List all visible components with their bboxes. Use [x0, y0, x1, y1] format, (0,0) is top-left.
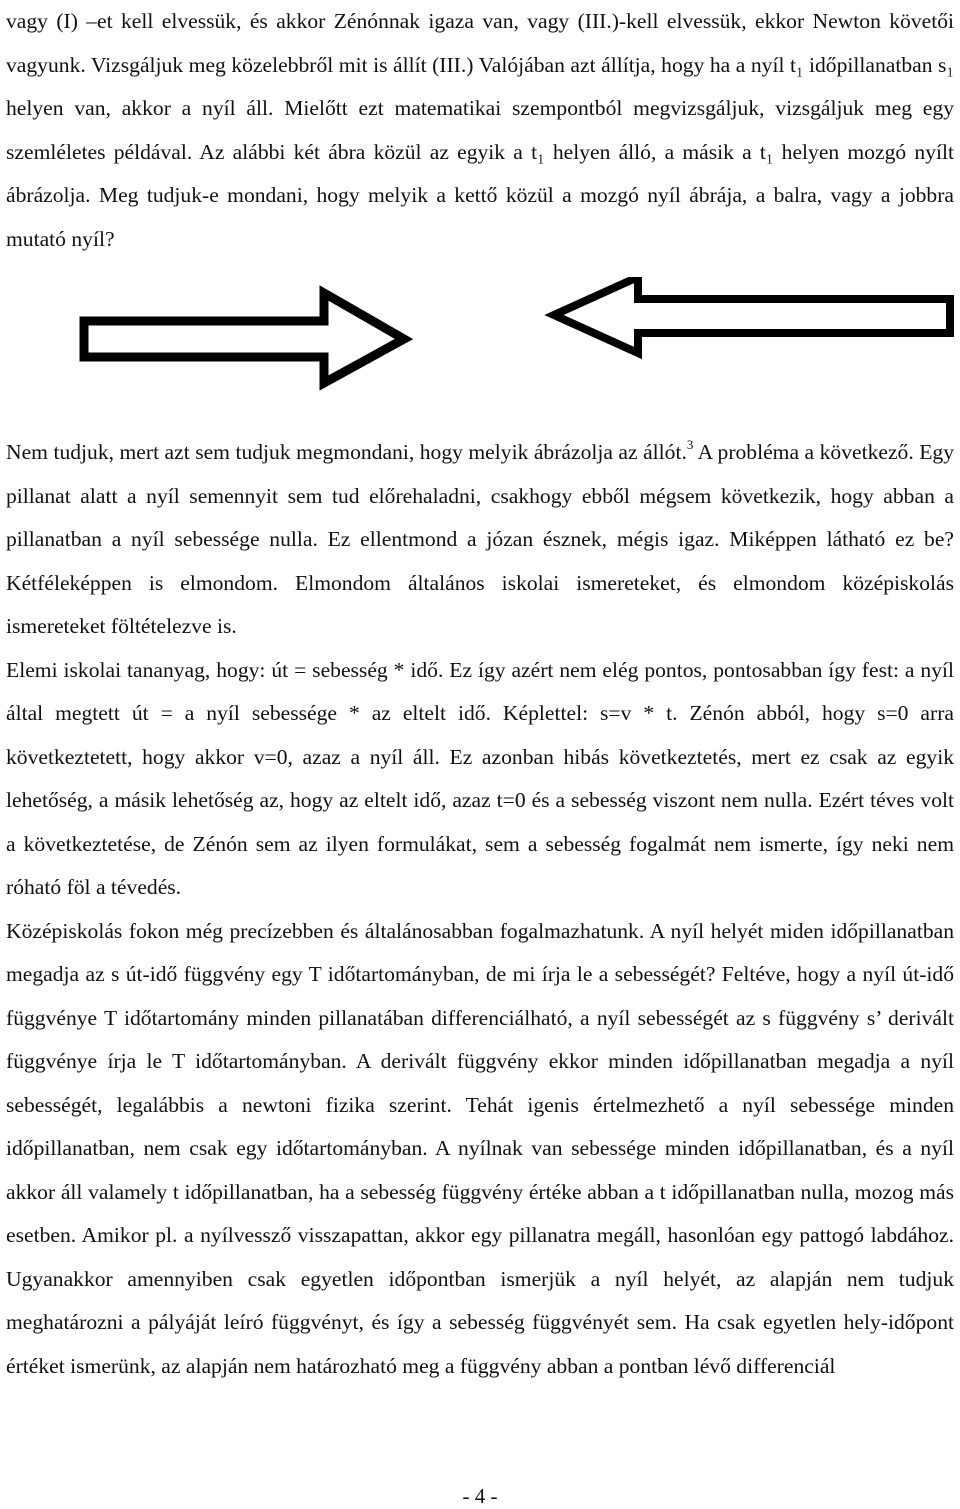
- paragraph-elementary: Elemi iskolai tananyag, hogy: út = sebesség * idő. Ez így azért nem elég pontos, pontosabban így fest: a nyíl által megtett út = a nyíl sebessége * az eltelt idő. Képlettel: s=v * t. Zénón abból, hogy s=0 arra következtetett, hogy akkor v=0, azaz a nyíl áll. Ez azonban hibás következtetés, mert ez csak az egyik lehetőség, a másik lehetőség az, hogy az eltelt idő, azaz t=0 és a sebesség viszont nem nulla. Ezért téves volt a következtetése, de Zénón sem az ilyen formulákat, sem a sebesség fogalmát nem ismerte, így neki nem róható föl a tévedés.: [6, 657, 954, 899]
- footnote-reference[interactable]: 3: [686, 436, 694, 452]
- paragraph-zeno-intro: vagy (I) –et kell elvessük, és akkor Zénónnak igaza van, vagy (III.)-kell elvessük, ekkor Newton követői vagyunk. Vizsgáljuk meg közelebbről mit is állít (III.) Valójában azt állítja, hogy ha a nyíl t₁ időpillanatban s₁ helyen van, akkor a nyíl áll. Mielőtt ezt matematikai szempontból megvizsgáljuk, vizsgáljuk meg egy szemléletes példával. Az alábbi két ábra közül az egyik a t₁ helyen álló, a másik a t₁ helyen mozgó nyílt ábrázolja. Meg tudjuk-e mondani, hogy melyik a kettő közül a mozgó nyíl ábrája, a balra, vagy a jobbra mutató nyíl?: [6, 9, 954, 251]
- document-page: [6, 0, 954, 1388]
- right-pointing-arrow-icon: [84, 293, 404, 383]
- left-pointing-arrow-icon: [554, 277, 950, 353]
- paragraph-problem-rest: A probléma a következő. Egy pillanat alatt a nyíl semennyit sem tud előrehaladni, csakhogy ebből mégsem következik, hogy abban a pillanatban a nyíl sebessége nulla. Ez ellentmond a józan észnek, mégis igaz. Miképpen látható ez be? Kétféleképpen is elmondom. Elmondom általános iskolai ismereteket, és elmondom középiskolás ismereteket föltételezve is.: [6, 440, 954, 638]
- page-number: - 4 -: [462, 1484, 498, 1508]
- paragraph-problem-lead: Nem tudjuk, mert azt sem tudjuk megmondani, hogy melyik ábrázolja az állót.: [6, 440, 687, 464]
- arrow-figure: [6, 277, 954, 419]
- paragraph-secondary: Középiskolás fokon még precízebben és általánosabban fogalmazhatunk. A nyíl helyét miden időpillanatban megadja az s út-idő függvény egy T időtartományban, de mi írja le a sebességét? Feltéve, hogy a nyíl út-idő függvénye T időtartomány minden pillanatában differenciálható, a nyíl sebességét az s függvény s’ derivált függvénye írja le T időtartományban. A derivált függvény ekkor minden időpillanatban megadja a nyíl sebességét, legalábbis a newtoni fizika szerint. Tehát igenis értelmezhető a nyíl sebessége minden időpillanatban, nem csak egy időtartományban. A nyílnak van sebessége minden időpillanatban, és a nyíl akkor áll valamely t időpillanatban, ha a sebesség függvény értéke abban a t időpillanatban nulla, mozog más esetben. Amikor pl. a nyílvessző visszapattan, akkor egy pillanatra megáll, hasonlóan egy pattogó labdához. Ugyanakkor amennyiben csak egyetlen időpontban ismerjük a nyíl helyét, az alapján nem tudjuk meghatározni a pályáját leíró függvényt, és így a sebesség függvényét sem. Ha csak egyetlen hely-időpont értéket ismerünk, az alapján nem határozható meg a függvény abban a pontban lévő differenciál: [6, 918, 954, 1378]
- arrows-illustration: [6, 277, 954, 419]
- paragraph-problem: [6, 431, 954, 649]
